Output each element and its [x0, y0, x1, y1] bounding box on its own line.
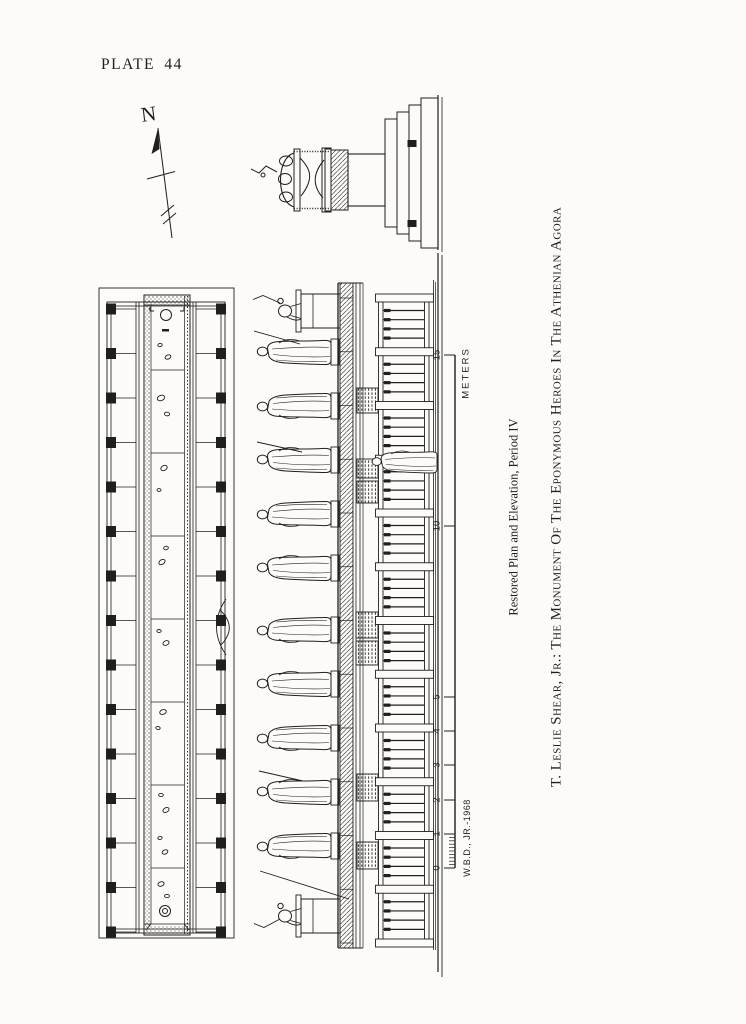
north-arrow: [147, 128, 176, 238]
statue-figure: [257, 394, 331, 419]
scale-tick-label: 2: [431, 797, 443, 803]
scale-tick-label: 4: [431, 728, 443, 734]
scale-unit-label: METERS: [460, 347, 472, 399]
end-elevation-drawing: [251, 95, 442, 252]
scale-tick-label: 5: [431, 694, 443, 700]
plan-drawing: [99, 288, 234, 938]
scale-tick-label: 0: [431, 865, 443, 871]
scale-tick-label: 1: [431, 831, 443, 837]
statue-figure: [257, 726, 331, 751]
caption-title: T. Leslie Shear, Jr.: The Monument Of The Eponymous Heroes In The Athenian Agora: [548, 206, 565, 788]
statue-figure: [257, 339, 331, 364]
scale-tick-label: 10: [431, 520, 443, 532]
statue-figure: [257, 447, 331, 472]
scale-tick-label: 3: [431, 762, 443, 768]
statue-figure: [257, 618, 331, 643]
scale-bar: [444, 355, 455, 868]
scale-tick-label: 15: [431, 349, 443, 361]
statue-figure: [257, 502, 331, 527]
statue-figure: [257, 671, 331, 696]
plate-number-label: PLATE 44: [101, 56, 183, 73]
statue-figure: [257, 555, 331, 580]
elevation-drawing: [253, 253, 442, 977]
statue-figure: [257, 779, 331, 804]
delineator-credit: W.B.D., JR.-1968: [462, 799, 472, 877]
north-arrow-label: N: [139, 101, 158, 127]
caption-subtitle: Restored Plan and Elevation, Period IV: [506, 418, 521, 616]
statue-figure: [257, 834, 331, 859]
statue-figure: [372, 451, 437, 473]
